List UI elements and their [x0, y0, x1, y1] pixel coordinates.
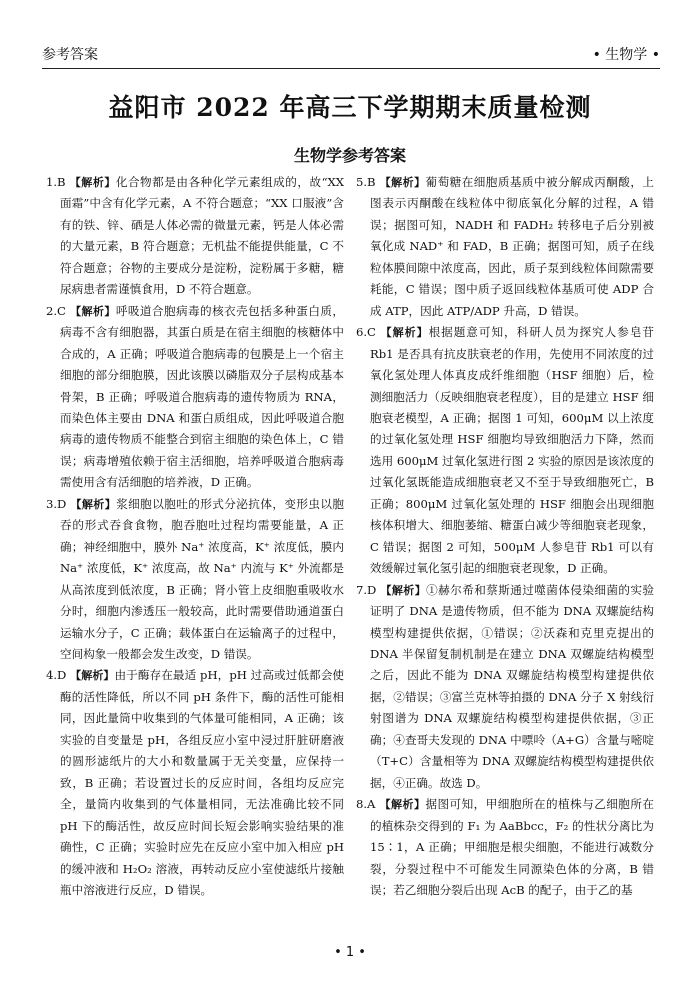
item-tag: 【解析】 — [69, 176, 116, 189]
page-header — [42, 34, 660, 69]
item-number: 3.D — [46, 496, 67, 511]
item-number: 4.D — [46, 668, 67, 683]
item-text: 呼吸道合胞病毒的核衣壳包括多种蛋白质，病毒不含有细胞器，其蛋白质是在宿主细胞的核糖体中合成的，A 正确；呼吸道合胞病毒的包膜是上一个宿主细胞的部分细胞膜，因此该膜以磷脂双分子层构成基本骨架，B 正确；呼吸道合胞病毒的遗传物质为 RNA，而染色体主要由 DNA 和蛋白质组成，因此呼吸道合胞病毒的遗传物质不能整合到宿主细胞的染色体上，C 错误；病毒增殖依赖于宿主活细胞，培养呼吸道合胞病毒需使用含有活细胞的培养液，D 正确。 — [60, 303, 344, 490]
header-left: 参考答案 — [42, 47, 98, 63]
item-text: 葡萄糖在细胞质基质中被分解成丙酮酸，上图表示丙酮酸在线粒体中彻底氧化分解的过程，A 错误；据图可知，NADH 和 FADH₂ 转移电子后分别被氧化成 NAD⁺ 和 FAD，B 正确；据图可知，质子在线粒体膜间隙中浓度高，因此，质子泵到线粒体间隙需要耗能，C 错误；图中质子返回线粒体基质可使 ADP 合成 ATP，因此 ATP/ADP 升高，D 错误。 — [370, 175, 654, 318]
item-text: 由于酶存在最适 pH，pH 过高或过低都会使酶的活性降低，所以不同 pH 条件下，酶的活性可能相同，因此量筒中收集到的气体量可能相同，A 正确；该实验的自变量是 pH，各组反应小室中浸过肝脏研磨液的圆形滤纸片的大小和数量属于无关变量，应保持一致，B 正确；若设置过长的反应时间，各组均反应完全，量筒内收集到的气体量相同，无法准确比较不同 pH 下的酶活性，故反应时间长短会影响实验结果的准确性，C 正确；实验时应先在反应小室中加入相应 pH 的缓冲液和 H₂O₂ 溶液，再转动反应小室使滤纸片接触瓶中溶液进行反应，D 错误。 — [60, 668, 345, 897]
item-tag: 【解析】 — [380, 583, 427, 597]
item-text: 化合物都是由各种化学元素组成的，故“XX 面霜”中含有化学元素，A 不符合题意；“XX 口服液”含有的铁、锌、硒是人体必需的微量元素，钙是人体必需的大量元素，B 符合题意；无机盐不能提供能量，C 不符合题意；谷物的主要成分是淀粉，淀粉属于多糖，糖尿病患者需谨慎食用，D 不符合题意。 — [60, 175, 345, 297]
item-tag: 【解析】 — [379, 798, 426, 812]
answer-item-4 — [46, 665, 344, 901]
page-title: 益阳市 2022 年高三下学期期末质量检测 — [108, 93, 592, 122]
item-number: 1.B — [46, 175, 66, 189]
item-number: 5.B — [356, 175, 376, 189]
item-text: ①赫尔希和蔡斯通过噬菌体侵染细菌的实验证明了 DNA 是遗传物质，但不能为 DNA 双螺旋结构模型构建提供依据，①错误；②沃森和克里克提出的 DNA 半保留复制机制是在建立 DNA 双螺旋结构模型之后，因此不能为 DNA 双螺旋结构模型构建提供依据，②错误；③富兰克林等拍摄的 DNA 分子 X 射线衍射图谱为 DNA 双螺旋结构模型构建提供依据，③正确；④查哥夫发现的 DNA 中嘌呤（A+G）含量与嘧啶（T+C）含量相等为 DNA 双螺旋结构模型构建提供依据，④正确。故选 D。 — [370, 582, 654, 790]
item-tag: 【解析】 — [70, 497, 117, 511]
header-right: • 生物学 • — [592, 47, 660, 63]
item-number: 8.A — [356, 797, 376, 812]
right-column — [356, 172, 654, 901]
page-number: • 1 • — [334, 945, 366, 960]
answer-item-6 — [356, 322, 654, 579]
answer-item-8 — [356, 794, 654, 901]
item-number: 6.C — [356, 325, 376, 340]
answer-item-3 — [46, 494, 344, 666]
item-tag: 【解析】 — [70, 669, 115, 683]
item-text: 据图可知，甲细胞所在的植株与乙细胞所在的植株杂交得到的 F₁ 为 AaBbcc，F₂ 的性状分离比为 15∶1，A 正确；甲细胞是根尖细胞，不能进行减数分裂，分裂过程中不可能发生同源染色体的分离，B 错误；若乙细胞分裂后出现 AcB 的配子，由于乙的基 — [370, 797, 654, 897]
item-text: 浆细胞以胞吐的形式分泌抗体，变形虫以胞吞的形式吞食食物，胞吞胞吐过程均需要能量，A 正确；神经细胞中，膜外 Na⁺ 浓度高，K⁺ 浓度低，膜内 Na⁺ 浓度低，K⁺ 浓度高，故 Na⁺ 内流与 K⁺ 外流都是从高浓度到低浓度，B 正确；肾小管上皮细胞重吸收水分时，细胞内渗透压一般较高，此时需要借助通道蛋白运输水分子，C 正确；载体蛋白在运输离子的过程中，空间构象一般都会发生改变，D 错误。 — [60, 496, 344, 661]
item-tag: 【解析】 — [70, 304, 116, 318]
answer-item-7 — [356, 580, 654, 795]
answer-item-2 — [46, 301, 344, 494]
item-number: 7.D — [356, 582, 377, 597]
item-number: 2.C — [46, 303, 66, 318]
answer-item-1 — [46, 172, 344, 301]
item-tag: 【解析】 — [380, 326, 429, 340]
left-column — [46, 172, 344, 901]
page-subtitle: 生物学参考答案 — [293, 146, 406, 165]
item-text: 根据题意可知，科研人员为探究人参皂苷 Rb1 是否具有抗皮肤衰老的作用，先使用不同浓度的过氧化氢处理人体真皮成纤维细胞（HSF 细胞）后，检测细胞活力（反映细胞衰老程度），目的是建立 HSF 细胞衰老模型，A 正确；据图 1 可知，600μM 以上浓度的过氧化氢处理 HSF 细胞均导致细胞活力下降，然而选用 600μM 过氧化氢进行图 2 实验的原因是该浓度的过氧化氢既能造成细胞衰老又不至于导致细胞死亡，B 正确；800μM 过氧化氢处理的 HSF 细胞会出现细胞核体积增大、细胞萎缩、糖蛋白减少等细胞衰老现象，C 错误；据图 2 可知，500μM 人参皂苷 Rb1 可以有效缓解过氧化氢引起的细胞衰老现象，D 正确。 — [370, 325, 654, 576]
answer-item-5 — [356, 172, 654, 322]
item-tag: 【解析】 — [379, 176, 426, 189]
